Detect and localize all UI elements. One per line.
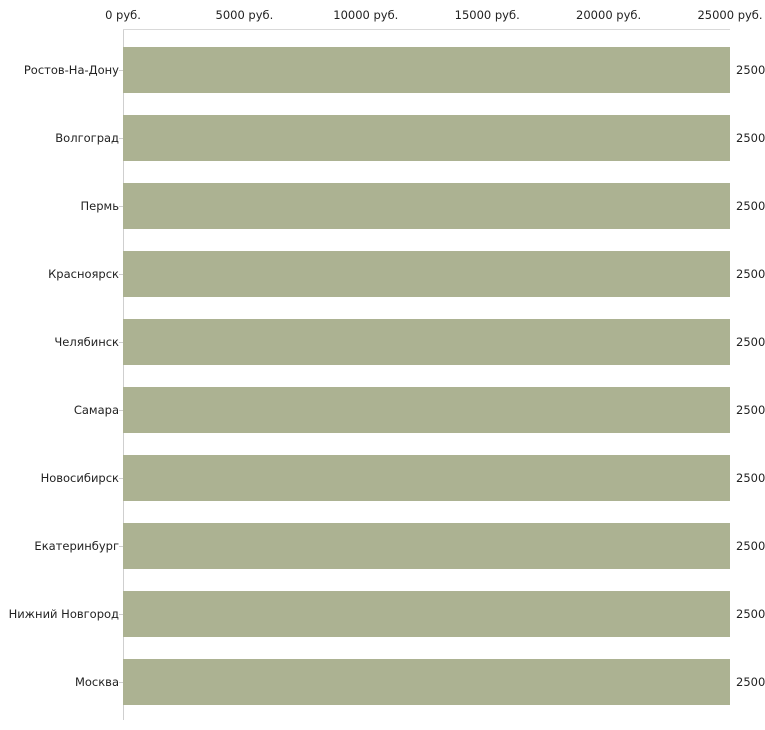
category-axis-labels: [0, 30, 730, 730]
bar-value-label: 2500: [736, 131, 765, 145]
category-label: Москва: [74, 675, 119, 689]
bar-value-label: 2500: [736, 607, 765, 621]
category-tick-mark: [119, 70, 123, 71]
bar-value-label: 2500: [736, 675, 765, 689]
x-axis-tick-label: 0 руб.: [105, 8, 141, 22]
category-label: Нижний Новгород: [8, 607, 119, 621]
bar-value-label: 2500: [736, 471, 765, 485]
x-axis-tick-label: 15000 руб.: [454, 8, 520, 22]
category-tick-mark: [119, 478, 123, 479]
category-tick-mark: [119, 274, 123, 275]
x-axis-tick-label: 10000 руб.: [333, 8, 399, 22]
category-label: Екатеринбург: [34, 539, 119, 553]
category-label: Челябинск: [54, 335, 119, 349]
category-tick-mark: [119, 614, 123, 615]
bar-value-label: 2500: [736, 403, 765, 417]
category-tick-mark: [119, 138, 123, 139]
bar-value-label: 2500: [736, 199, 765, 213]
category-tick-mark: [119, 410, 123, 411]
x-axis-tick-label: 5000 руб.: [215, 8, 274, 22]
category-label: Ростов-На-Дону: [23, 63, 119, 77]
x-axis-tick-label: 25000 руб.: [697, 8, 763, 22]
bar-value-label: 2500: [736, 63, 765, 77]
category-tick-mark: [119, 682, 123, 683]
category-tick-mark: [119, 546, 123, 547]
bar-value-label: 2500: [736, 267, 765, 281]
category-label: Пермь: [80, 199, 119, 213]
category-tick-mark: [119, 206, 123, 207]
bar-value-label: 2500: [736, 539, 765, 553]
category-tick-mark: [119, 342, 123, 343]
category-label: Самара: [73, 403, 119, 417]
x-axis-tick-label: 20000 руб.: [576, 8, 642, 22]
category-label: Волгоград: [55, 131, 119, 145]
bar-value-label: 2500: [736, 335, 765, 349]
category-label: Красноярск: [48, 267, 119, 281]
category-label: Новосибирск: [40, 471, 119, 485]
